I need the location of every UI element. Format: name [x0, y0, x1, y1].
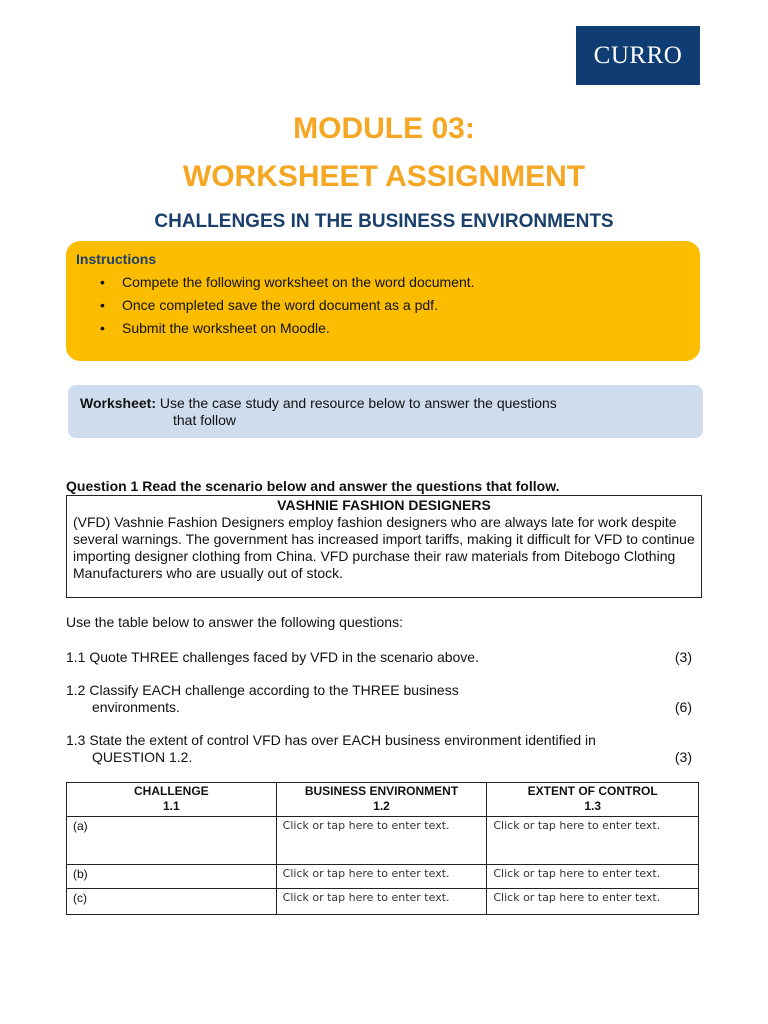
instructions-list	[76, 271, 690, 340]
table-row	[67, 865, 699, 889]
page-subtitle: CHALLENGES IN THE BUSINESS ENVIRONMENTS	[154, 211, 614, 232]
table-header-row	[67, 783, 699, 817]
table-row	[67, 889, 699, 915]
answer-table	[66, 782, 699, 915]
scenario-text: (VFD) Vashnie Fashion Designers employ fashion designers who are always late for work despite several warnings. The government has increased import tariffs, making it difficult for VFD to continue importing designer clothing from China. VFD purchase their raw materials from Ditebogo Clothing Manufacturers who are usually out of stock.	[73, 514, 695, 581]
control-input[interactable]: Click or tap here to enter text.	[487, 865, 699, 889]
question-1-2: 1.2 Classify EACH challenge according to the THREE business environments. (6)	[66, 682, 692, 715]
challenge-cell[interactable]: (a)	[67, 817, 277, 865]
question-1-1: 1.1 Quote THREE challenges faced by VFD in the scenario above. (3)	[66, 649, 692, 665]
question1-heading: Question 1 Read the scenario below and answer the questions that follow.	[66, 478, 560, 494]
marks: (3)	[674, 749, 692, 765]
worksheet-text-line2: that follow	[173, 412, 237, 428]
environment-input[interactable]: Click or tap here to enter text.	[276, 865, 487, 889]
header-extent-of-control: EXTENT OF CONTROL 1.3	[487, 783, 699, 817]
control-input[interactable]: Click or tap here to enter text.	[487, 817, 699, 865]
environment-input[interactable]: Click or tap here to enter text.	[276, 889, 487, 915]
table-intro: Use the table below to answer the following questions:	[66, 614, 403, 630]
worksheet-box	[68, 385, 703, 438]
header-challenge: CHALLENGE 1.1	[67, 783, 277, 817]
challenge-cell[interactable]: (c)	[67, 889, 277, 915]
instruction-item: • Compete the following worksheet on the word document.	[76, 271, 690, 294]
bullet-icon: •	[100, 274, 105, 290]
instructions-box	[66, 241, 700, 361]
worksheet-label: Worksheet:	[80, 395, 156, 411]
scenario-title: VASHNIE FASHION DESIGNERS	[277, 497, 491, 513]
marks: (3)	[674, 649, 692, 665]
marks: (6)	[674, 699, 692, 715]
question-1-3: 1.3 State the extent of control VFD has over EACH business environment identified in QUESTION 1.2. (3)	[66, 732, 692, 765]
table-row	[67, 817, 699, 865]
control-input[interactable]: Click or tap here to enter text.	[487, 889, 699, 915]
module-title: MODULE 03:	[293, 112, 475, 145]
header-business-environment: BUSINESS ENVIRONMENT 1.2	[276, 783, 487, 817]
instructions-title: Instructions	[76, 251, 157, 267]
scenario-box	[66, 495, 702, 598]
logo-text: CURRO	[593, 41, 683, 69]
bullet-icon: •	[100, 320, 105, 336]
instruction-item: • Submit the worksheet on Moodle.	[76, 317, 690, 340]
worksheet-text-line1: Use the case study and resource below to answer the questions	[159, 395, 557, 411]
bullet-icon: •	[100, 297, 105, 313]
assignment-title: WORKSHEET ASSIGNMENT	[182, 160, 586, 193]
curro-logo	[576, 26, 700, 85]
challenge-cell[interactable]: (b)	[67, 865, 277, 889]
instruction-item: • Once completed save the word document as a pdf.	[76, 294, 690, 317]
environment-input[interactable]: Click or tap here to enter text.	[276, 817, 487, 865]
